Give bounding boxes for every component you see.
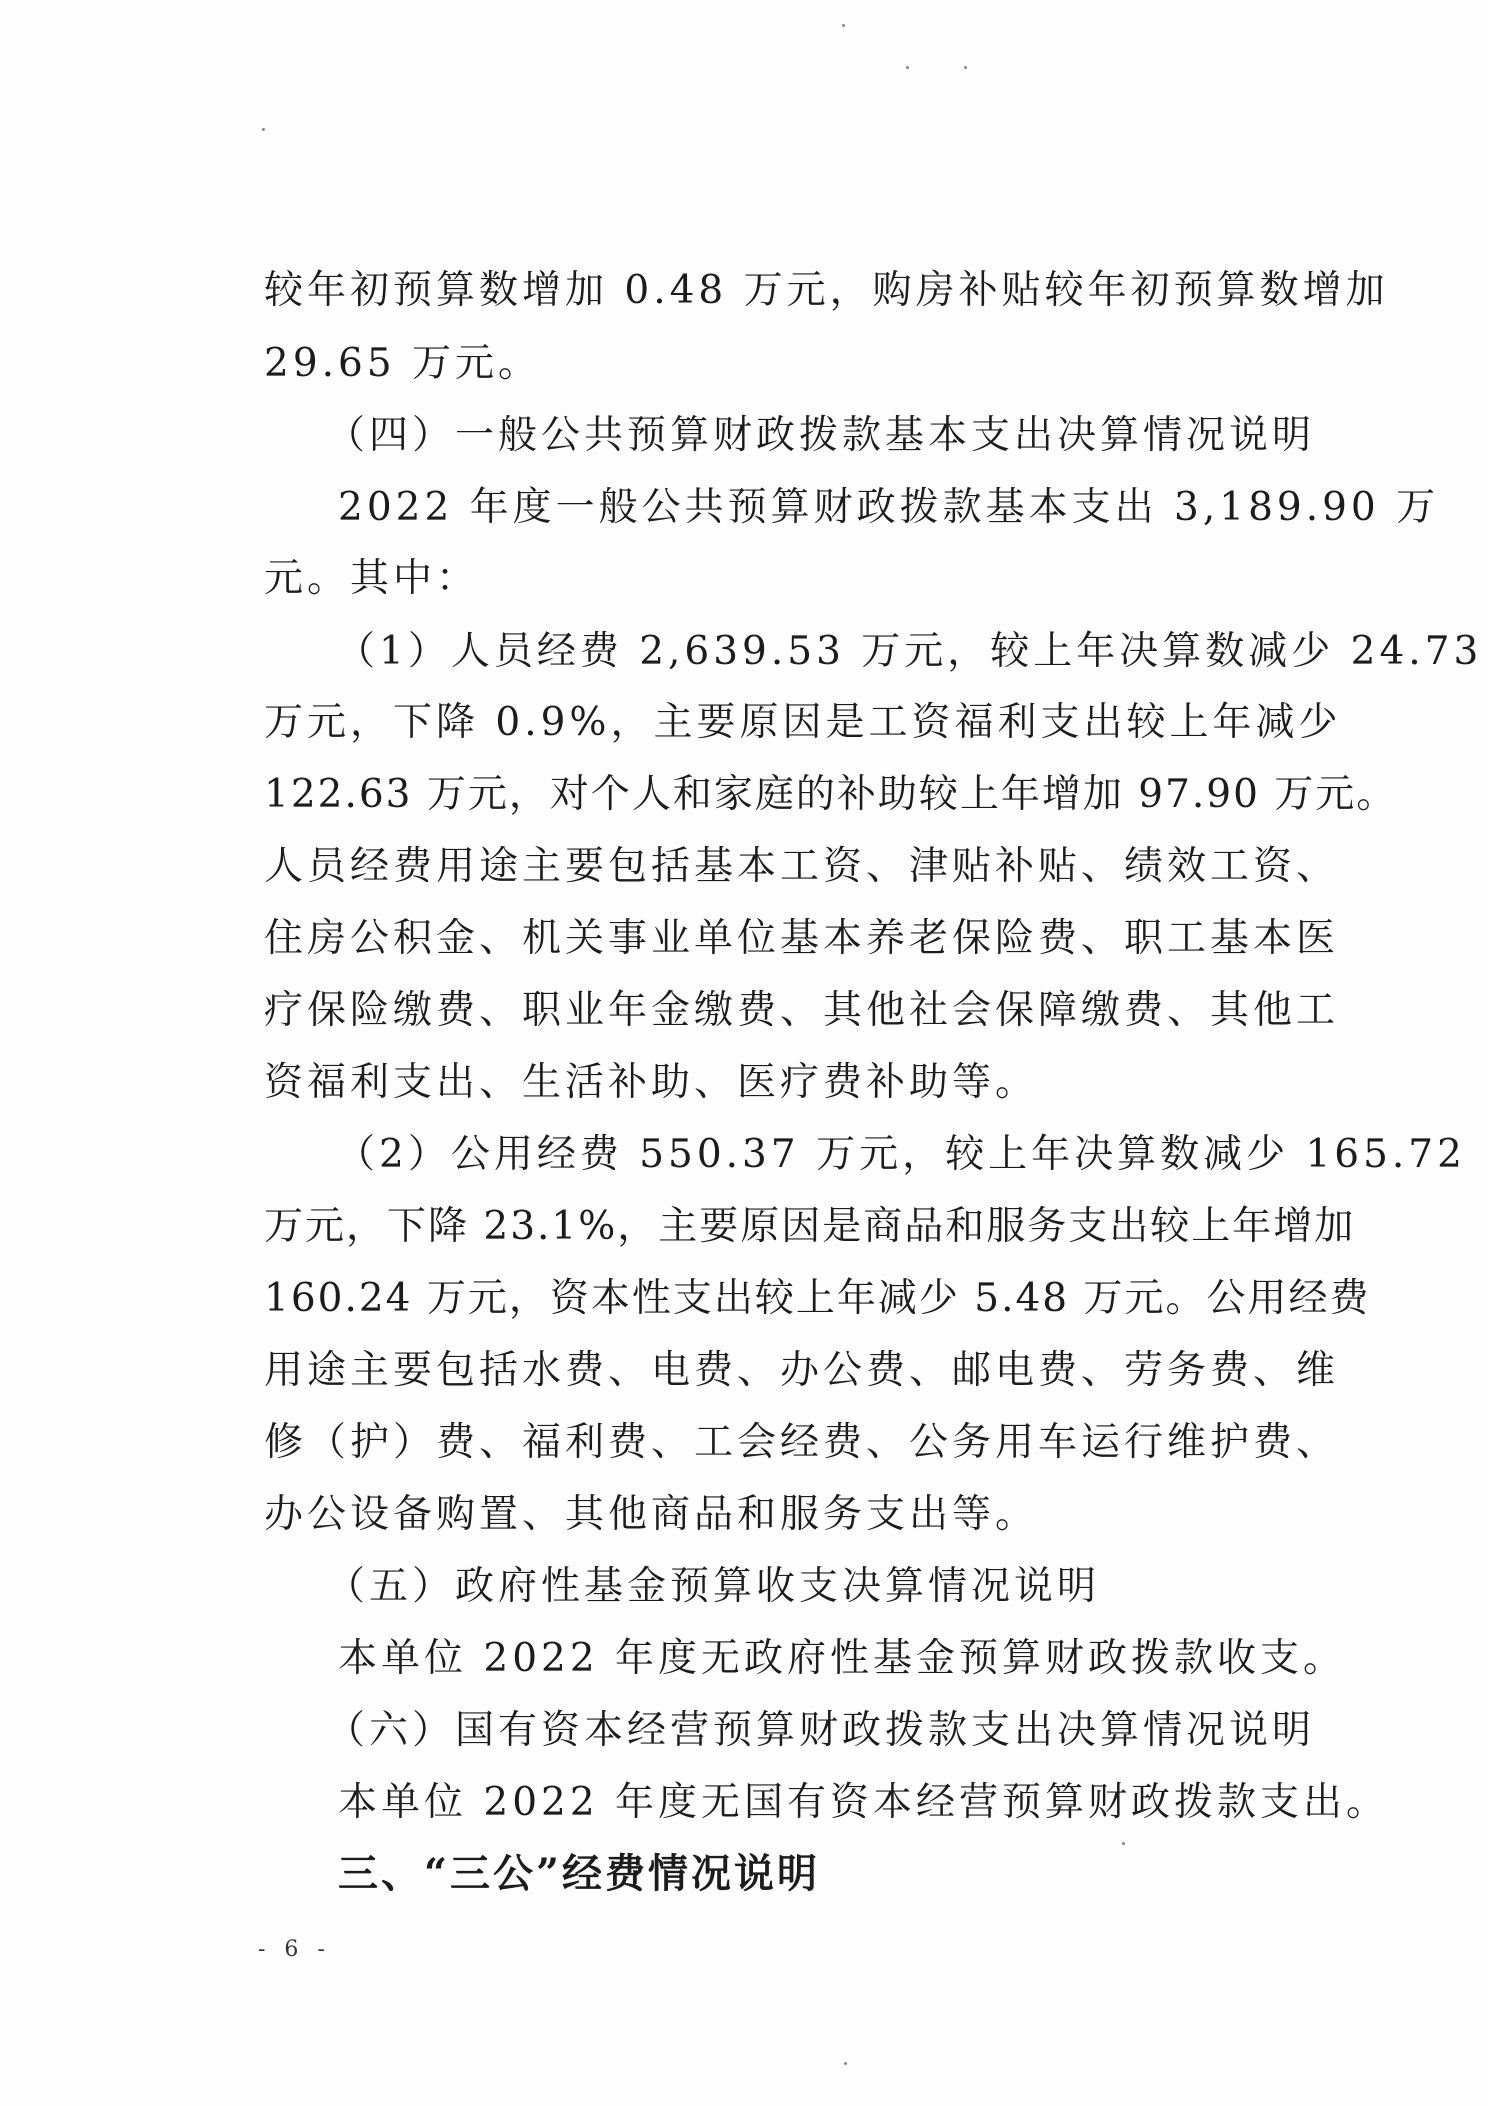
paragraph-line: （2）公用经费 550.37 万元，较上年决算数减少 165.72 <box>336 1132 1466 1177</box>
section-heading-4: （四）一般公共预算财政拨款基本支出决算情况说明 <box>326 413 1316 458</box>
paragraph-line: 人员经费用途主要包括基本工资、津贴补贴、绩效工资、 <box>264 844 1340 889</box>
section-heading-5: （五）政府性基金预算收支决算情况说明 <box>326 1564 1101 1609</box>
paragraph-line: 万元，下降 23.1%，主要原因是商品和服务支出较上年增加 <box>264 1204 1356 1249</box>
paragraph-line: 万元，下降 0.9%，主要原因是工资福利支出较上年减少 <box>264 700 1342 745</box>
paragraph-line: 住房公积金、机关事业单位基本养老保险费、职工基本医 <box>264 916 1340 961</box>
paragraph-line: 2022 年度一般公共预算财政拨款基本支出 3,189.90 万 <box>338 485 1440 530</box>
section-heading-6: （六）国有资本经营预算财政拨款支出决算情况说明 <box>326 1708 1316 1753</box>
scan-speck <box>844 2062 847 2065</box>
scan-speck <box>842 24 845 27</box>
paragraph-line: 本单位 2022 年度无国有资本经营预算财政拨款支出。 <box>338 1780 1390 1825</box>
scan-speck <box>1122 1842 1125 1845</box>
scan-speck <box>906 66 909 69</box>
section-heading-three-public: 三、“三公”经费情况说明 <box>338 1850 821 1897</box>
scan-speck <box>964 66 967 69</box>
paragraph-line: 修（护）费、福利费、工会经费、公务用车运行维护费、 <box>264 1420 1340 1465</box>
paragraph-line: 办公设备购置、其他商品和服务支出等。 <box>264 1492 1039 1537</box>
paragraph-line: 资福利支出、生活补助、医疗费补助等。 <box>264 1060 1039 1105</box>
paragraph-line: 用途主要包括水费、电费、办公费、邮电费、劳务费、维 <box>264 1348 1340 1393</box>
paragraph-line: 疗保险缴费、职业年金缴费、其他社会保障缴费、其他工 <box>264 988 1340 1033</box>
scan-speck <box>262 128 265 131</box>
paragraph-line: 元。其中： <box>264 556 480 601</box>
paragraph-line: 29.65 万元。 <box>264 341 542 386</box>
page-number: - 6 - <box>258 1937 331 1962</box>
paragraph-line: 较年初预算数增加 0.48 万元，购房补贴较年初预算数增加 <box>264 268 1389 313</box>
paragraph-line: 122.63 万元，对个人和家庭的补助较上年增加 97.90 万元。 <box>264 772 1398 817</box>
paragraph-line: 160.24 万元，资本性支出较上年减少 5.48 万元。公用经费 <box>264 1276 1371 1321</box>
paragraph-line: 本单位 2022 年度无政府性基金预算财政拨款收支。 <box>338 1636 1347 1681</box>
paragraph-line: （1）人员经费 2,639.53 万元，较上年决算数减少 24.73 <box>336 629 1483 674</box>
